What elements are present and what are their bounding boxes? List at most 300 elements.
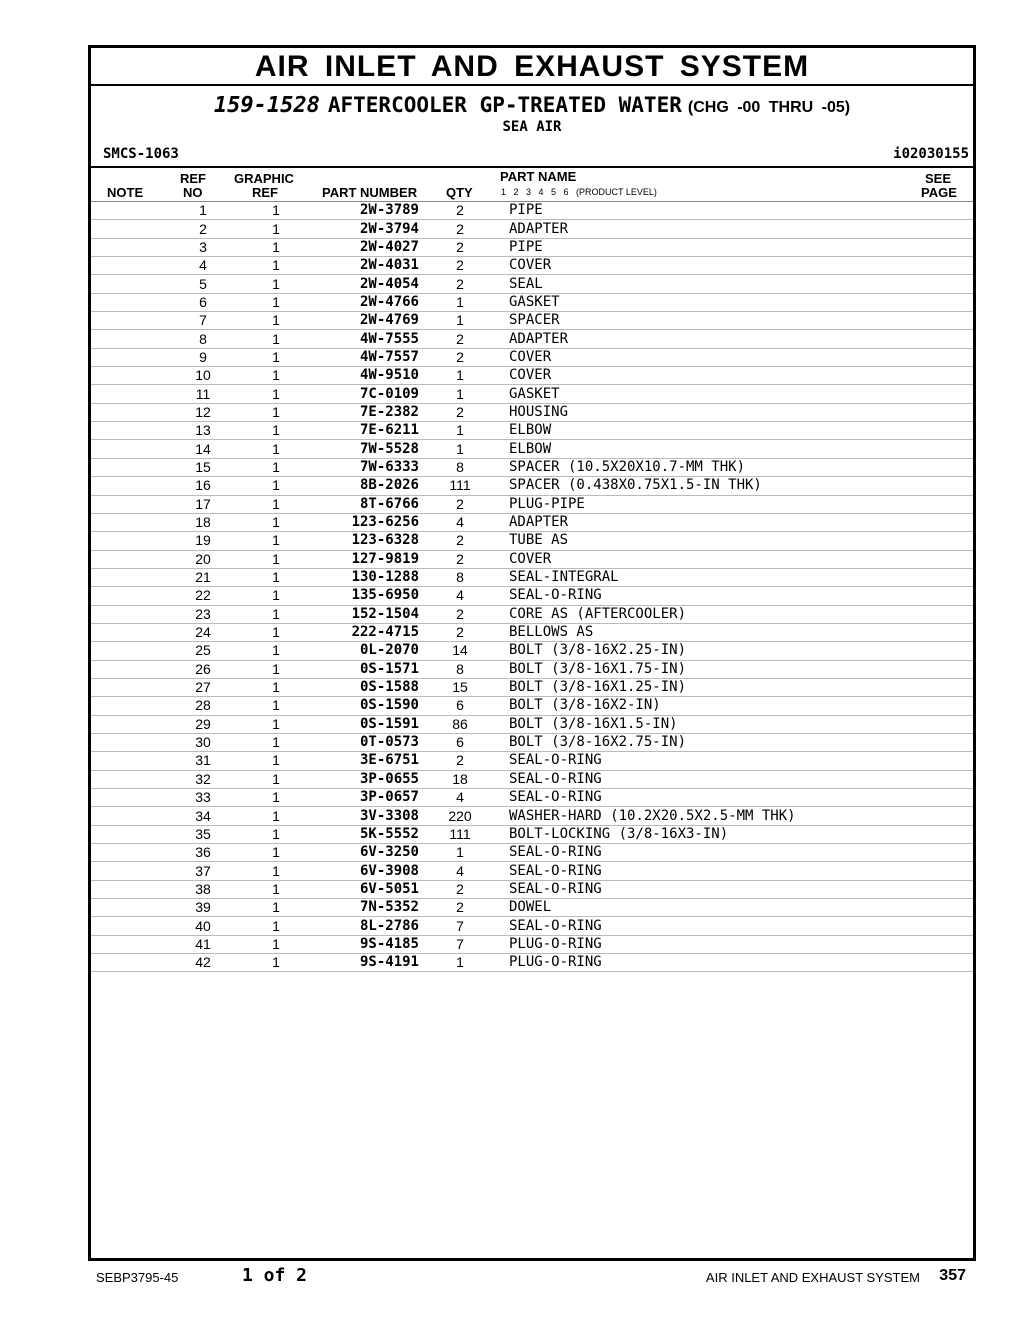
part-name-cell: SPACER (0.438X0.75X1.5-IN THK) [501,477,973,495]
ref-no-cell: 27 [171,678,235,696]
qty-cell: 2 [419,605,501,623]
table-row [91,550,973,568]
graphic-ref-cell: 1 [235,458,317,476]
graphic-ref-cell: 1 [235,440,317,458]
ref-no-cell: 35 [171,825,235,843]
table-row [91,880,973,898]
graphic-ref-cell: 1 [235,899,317,917]
table-row [91,532,973,550]
note-cell [91,513,171,531]
part-number-cell: 2W-3789 [317,202,419,220]
note-cell [91,202,171,220]
part-name-cell: COVER [501,550,973,568]
part-name-cell: ADAPTER [501,330,973,348]
note-cell [91,238,171,256]
note-cell [91,587,171,605]
ref-no-cell: 9 [171,348,235,366]
group-part-number: 159-1528 [213,93,320,118]
ref-no-cell: 38 [171,880,235,898]
note-cell [91,623,171,641]
ref-no-cell: 13 [171,422,235,440]
note-cell [91,550,171,568]
part-name-cell: GASKET [501,385,973,403]
part-name-cell: COVER [501,257,973,275]
note-cell [91,568,171,586]
note-cell [91,880,171,898]
graphic-ref-cell: 1 [235,623,317,641]
part-number-cell: 7W-5528 [317,440,419,458]
graphic-ref-cell: 1 [235,330,317,348]
part-number-cell: 8L-2786 [317,917,419,935]
part-number-cell: 6V-3908 [317,862,419,880]
ref-no-cell: 29 [171,715,235,733]
column-headers [91,168,973,202]
part-name-cell: BOLT (3/8-16X2-IN) [501,697,973,715]
note-cell [91,844,171,862]
ref-no-cell: 16 [171,477,235,495]
ref-no-cell: 30 [171,733,235,751]
table-row [91,440,973,458]
note-cell [91,954,171,972]
part-name-cell: BOLT (3/8-16X2.75-IN) [501,733,973,751]
note-cell [91,825,171,843]
footer-doc-id: SEBP3795-45 [96,1270,179,1285]
qty-cell: 1 [419,422,501,440]
part-name-cell: GASKET [501,293,973,311]
part-number-cell: 135-6950 [317,587,419,605]
part-name-cell: WASHER-HARD (10.2X20.5X2.5-MM THK) [501,807,973,825]
table-row [91,293,973,311]
note-cell [91,458,171,476]
ref-no-cell: 22 [171,587,235,605]
part-number-cell: 6V-3250 [317,844,419,862]
qty-cell: 1 [419,293,501,311]
col-see-top: SEE [925,171,952,186]
table-row [91,752,973,770]
note-cell [91,403,171,421]
part-name-cell: COVER [501,367,973,385]
part-name-cell: PIPE [501,238,973,256]
note-cell [91,367,171,385]
table-row [91,605,973,623]
part-name-cell: SEAL-O-RING [501,770,973,788]
part-number-cell: 3E-6751 [317,752,419,770]
part-name-cell: BELLOWS AS [501,623,973,641]
qty-cell: 2 [419,532,501,550]
footer-page-of: 1 of 2 [242,1265,308,1286]
part-number-cell: 0S-1588 [317,678,419,696]
graphic-ref-cell: 1 [235,348,317,366]
part-name-cell: HOUSING [501,403,973,421]
parts-table [91,202,973,972]
ref-no-cell: 32 [171,770,235,788]
part-name-cell: SEAL-O-RING [501,880,973,898]
part-name-cell: BOLT (3/8-16X2.25-IN) [501,642,973,660]
note-cell [91,862,171,880]
note-cell [91,642,171,660]
qty-cell: 4 [419,862,501,880]
ref-no-cell: 42 [171,954,235,972]
table-row [91,844,973,862]
catalog-page-frame [88,45,976,1261]
part-number-cell: 2W-4766 [317,293,419,311]
ref-no-cell: 19 [171,532,235,550]
qty-cell: 8 [419,568,501,586]
part-number-cell: 2W-4054 [317,275,419,293]
table-row [91,568,973,586]
ref-no-cell: 26 [171,660,235,678]
table-row [91,495,973,513]
table-row [91,697,973,715]
note-cell [91,385,171,403]
note-cell [91,678,171,696]
note-cell [91,440,171,458]
ref-no-cell: 37 [171,862,235,880]
part-number-cell: 4W-7555 [317,330,419,348]
qty-cell: 2 [419,550,501,568]
note-cell [91,312,171,330]
note-cell [91,532,171,550]
qty-cell: 220 [419,807,501,825]
part-number-cell: 0S-1571 [317,660,419,678]
table-row [91,935,973,953]
parts-table-body [91,202,973,972]
ref-no-cell: 41 [171,935,235,953]
ref-no-cell: 11 [171,385,235,403]
table-row [91,257,973,275]
table-row [91,477,973,495]
part-name-cell: PLUG-PIPE [501,495,973,513]
part-name-cell: ADAPTER [501,220,973,238]
col-graphic-top: GRAPHIC [234,171,294,186]
note-cell [91,770,171,788]
part-number-cell: 7N-5352 [317,899,419,917]
qty-cell: 2 [419,238,501,256]
col-part-number: PART NUMBER [322,185,418,200]
part-number-cell: 7C-0109 [317,385,419,403]
qty-cell: 2 [419,623,501,641]
qty-cell: 2 [419,403,501,421]
table-row [91,825,973,843]
qty-cell: 2 [419,220,501,238]
ref-no-cell: 39 [171,899,235,917]
smcs-code: SMCS-1063 [103,146,179,162]
part-name-cell: BOLT-LOCKING (3/8-16X3-IN) [501,825,973,843]
note-cell [91,348,171,366]
part-name-cell: SEAL-O-RING [501,752,973,770]
ref-no-cell: 3 [171,238,235,256]
table-row [91,385,973,403]
qty-cell: 8 [419,458,501,476]
part-number-cell: 127-9819 [317,550,419,568]
part-number-cell: 9S-4191 [317,954,419,972]
part-number-cell: 0S-1591 [317,715,419,733]
ref-no-cell: 18 [171,513,235,531]
col-product-levels: 1 2 3 4 5 6 (PRODUCT LEVEL) [501,187,657,197]
part-number-cell: 9S-4185 [317,935,419,953]
note-cell [91,257,171,275]
graphic-ref-cell: 1 [235,532,317,550]
note-cell [91,330,171,348]
part-number-cell: 130-1288 [317,568,419,586]
ref-no-cell: 7 [171,312,235,330]
part-number-cell: 4W-7557 [317,348,419,366]
ref-no-cell: 1 [171,202,235,220]
part-number-cell: 2W-3794 [317,220,419,238]
ref-no-cell: 10 [171,367,235,385]
graphic-ref-cell: 1 [235,422,317,440]
part-number-cell: 3V-3308 [317,807,419,825]
qty-cell: 2 [419,752,501,770]
part-number-cell: 123-6256 [317,513,419,531]
note-cell [91,752,171,770]
illustration-id: i02030155 [893,146,969,162]
graphic-ref-cell: 1 [235,385,317,403]
graphic-ref-cell: 1 [235,550,317,568]
part-number-cell: 7E-6211 [317,422,419,440]
part-number-cell: 2W-4031 [317,257,419,275]
part-number-cell: 0L-2070 [317,642,419,660]
graphic-ref-cell: 1 [235,312,317,330]
graphic-ref-cell: 1 [235,202,317,220]
table-row [91,403,973,421]
part-number-cell: 2W-4769 [317,312,419,330]
group-heading [91,92,973,118]
part-name-cell: SEAL-O-RING [501,844,973,862]
qty-cell: 2 [419,880,501,898]
ref-no-cell: 4 [171,257,235,275]
ref-no-cell: 21 [171,568,235,586]
graphic-ref-cell: 1 [235,678,317,696]
part-number-cell: 3P-0657 [317,789,419,807]
table-row [91,862,973,880]
table-row [91,715,973,733]
qty-cell: 18 [419,770,501,788]
col-graphic-bottom: REF [252,185,278,200]
table-row [91,899,973,917]
table-row [91,954,973,972]
graphic-ref-cell: 1 [235,789,317,807]
qty-cell: 1 [419,385,501,403]
graphic-ref-cell: 1 [235,257,317,275]
graphic-ref-cell: 1 [235,642,317,660]
note-cell [91,477,171,495]
qty-cell: 1 [419,440,501,458]
graphic-ref-cell: 1 [235,367,317,385]
part-number-cell: 222-4715 [317,623,419,641]
note-cell [91,715,171,733]
ref-no-cell: 8 [171,330,235,348]
qty-cell: 2 [419,495,501,513]
part-name-cell: SPACER (10.5X20X10.7-MM THK) [501,458,973,476]
qty-cell: 4 [419,789,501,807]
part-name-cell: BOLT (3/8-16X1.25-IN) [501,678,973,696]
part-number-cell: 3P-0655 [317,770,419,788]
note-cell [91,495,171,513]
table-row [91,807,973,825]
ref-no-cell: 28 [171,697,235,715]
table-row [91,642,973,660]
part-name-cell: SEAL-O-RING [501,587,973,605]
part-name-cell: CORE AS (AFTERCOOLER) [501,605,973,623]
table-row [91,202,973,220]
part-number-cell: 2W-4027 [317,238,419,256]
table-row [91,623,973,641]
part-name-cell: SEAL-O-RING [501,789,973,807]
part-name-cell: BOLT (3/8-16X1.5-IN) [501,715,973,733]
part-number-cell: 4W-9510 [317,367,419,385]
ref-no-cell: 31 [171,752,235,770]
part-number-cell: 7E-2382 [317,403,419,421]
ref-no-cell: 6 [171,293,235,311]
note-cell [91,935,171,953]
qty-cell: 1 [419,844,501,862]
graphic-ref-cell: 1 [235,733,317,751]
table-row [91,275,973,293]
group-name: AFTERCOOLER GP-TREATED WATER [327,93,682,117]
note-cell [91,422,171,440]
graphic-ref-cell: 1 [235,752,317,770]
ref-no-cell: 2 [171,220,235,238]
part-name-cell: SEAL-O-RING [501,862,973,880]
col-note: NOTE [107,185,144,200]
qty-cell: 7 [419,935,501,953]
note-cell [91,917,171,935]
table-row [91,330,973,348]
graphic-ref-cell: 1 [235,807,317,825]
smcs-row [91,144,973,168]
table-row [91,220,973,238]
part-name-cell: ELBOW [501,422,973,440]
graphic-ref-cell: 1 [235,917,317,935]
graphic-ref-cell: 1 [235,715,317,733]
qty-cell: 8 [419,660,501,678]
ref-no-cell: 25 [171,642,235,660]
note-cell [91,733,171,751]
qty-cell: 111 [419,477,501,495]
ref-no-cell: 36 [171,844,235,862]
note-cell [91,789,171,807]
part-name-cell: DOWEL [501,899,973,917]
note-cell [91,605,171,623]
footer-section: AIR INLET AND EXHAUST SYSTEM [705,1270,920,1285]
footer-page-number: 357 [939,1267,966,1284]
col-ref-bottom: NO [183,185,203,200]
ref-no-cell: 12 [171,403,235,421]
graphic-ref-cell: 1 [235,660,317,678]
ref-no-cell: 33 [171,789,235,807]
graphic-ref-cell: 1 [235,770,317,788]
part-name-cell: PLUG-O-RING [501,935,973,953]
note-cell [91,220,171,238]
part-name-cell: ADAPTER [501,513,973,531]
table-row [91,733,973,751]
col-part-name: PART NAME [500,169,577,184]
part-number-cell: 6V-5051 [317,880,419,898]
qty-cell: 2 [419,330,501,348]
table-row [91,458,973,476]
section-title: AIR INLET AND EXHAUST SYSTEM [91,48,973,86]
part-number-cell: 5K-5552 [317,825,419,843]
part-name-cell: COVER [501,348,973,366]
qty-cell: 2 [419,348,501,366]
graphic-ref-cell: 1 [235,697,317,715]
table-row [91,312,973,330]
part-number-cell: 0S-1590 [317,697,419,715]
graphic-ref-cell: 1 [235,844,317,862]
graphic-ref-cell: 1 [235,495,317,513]
part-number-cell: 152-1504 [317,605,419,623]
table-row [91,513,973,531]
note-cell [91,697,171,715]
graphic-ref-cell: 1 [235,238,317,256]
note-cell [91,293,171,311]
ref-no-cell: 34 [171,807,235,825]
qty-cell: 14 [419,642,501,660]
part-number-cell: 123-6328 [317,532,419,550]
qty-cell: 6 [419,733,501,751]
graphic-ref-cell: 1 [235,293,317,311]
table-row [91,587,973,605]
graphic-ref-cell: 1 [235,605,317,623]
part-name-cell: SPACER [501,312,973,330]
qty-cell: 1 [419,312,501,330]
ref-no-cell: 24 [171,623,235,641]
graphic-ref-cell: 1 [235,935,317,953]
ref-no-cell: 40 [171,917,235,935]
table-row [91,367,973,385]
ref-no-cell: 5 [171,275,235,293]
part-name-cell: ELBOW [501,440,973,458]
note-cell [91,275,171,293]
part-number-cell: 8B-2026 [317,477,419,495]
qty-cell: 4 [419,587,501,605]
part-name-cell: SEAL-INTEGRAL [501,568,973,586]
col-qty: QTY [446,185,473,200]
qty-cell: 1 [419,367,501,385]
note-cell [91,807,171,825]
part-name-cell: PLUG-O-RING [501,954,973,972]
table-row [91,789,973,807]
col-ref-top: REF [180,171,206,186]
page-footer [96,1265,970,1289]
table-row [91,770,973,788]
note-cell [91,660,171,678]
part-name-cell: BOLT (3/8-16X1.75-IN) [501,660,973,678]
ref-no-cell: 20 [171,550,235,568]
graphic-ref-cell: 1 [235,587,317,605]
graphic-ref-cell: 1 [235,275,317,293]
part-number-cell: 0T-0573 [317,733,419,751]
ref-no-cell: 23 [171,605,235,623]
ref-no-cell: 14 [171,440,235,458]
graphic-ref-cell: 1 [235,880,317,898]
ref-no-cell: 15 [171,458,235,476]
qty-cell: 2 [419,202,501,220]
table-row [91,917,973,935]
qty-cell: 86 [419,715,501,733]
graphic-ref-cell: 1 [235,825,317,843]
note-cell [91,899,171,917]
qty-cell: 7 [419,917,501,935]
part-name-cell: TUBE AS [501,532,973,550]
change-range: (CHG -00 THRU -05) [687,99,851,116]
graphic-ref-cell: 1 [235,477,317,495]
table-row [91,660,973,678]
graphic-ref-cell: 1 [235,954,317,972]
qty-cell: 1 [419,954,501,972]
graphic-ref-cell: 1 [235,862,317,880]
